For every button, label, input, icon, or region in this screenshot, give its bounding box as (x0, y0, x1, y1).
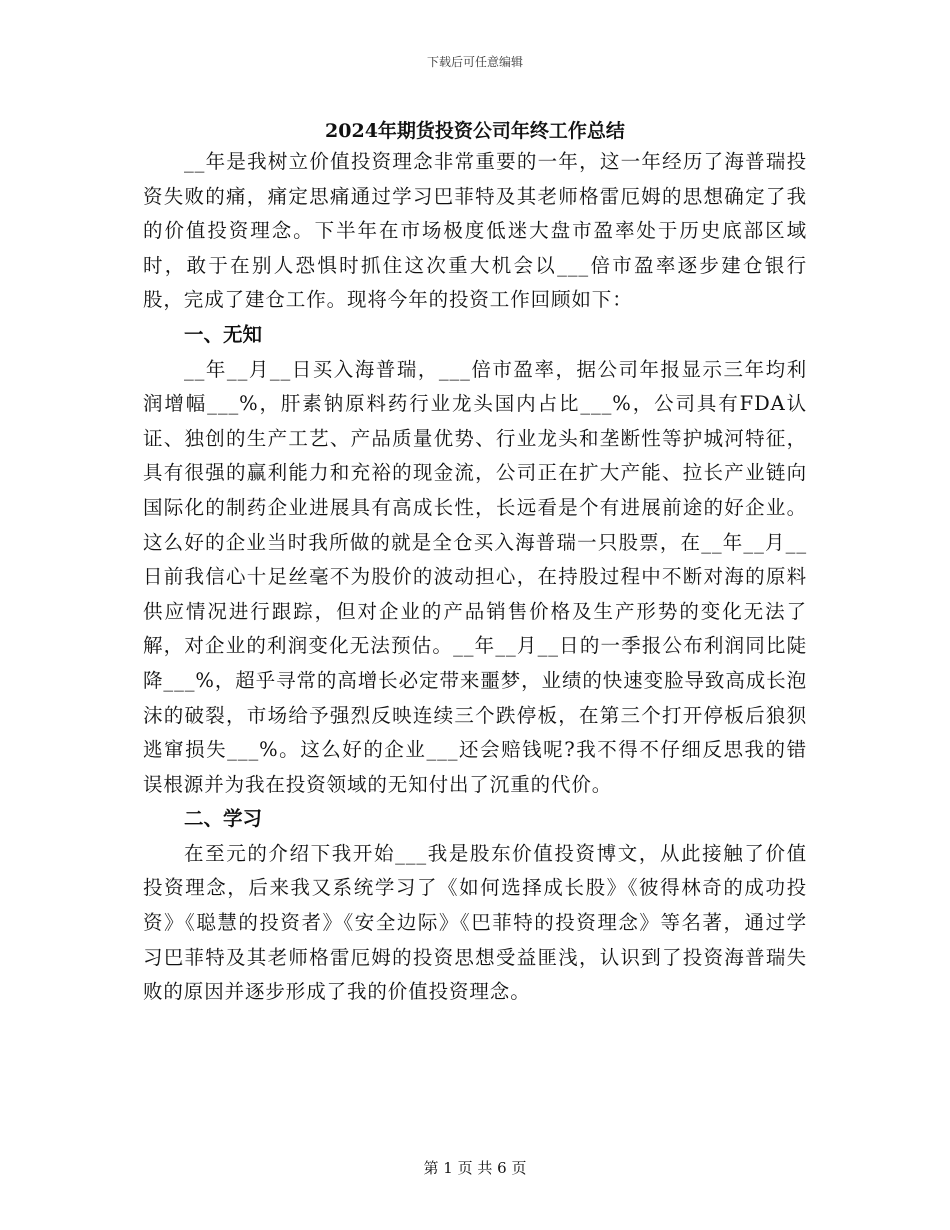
section-paragraph-learning: 在至元的介绍下我开始___我是股东价值投资博文，从此接触了价值投资理念，后来我又系统学习了《如何选择成长股》《彼得林奇的成功投资》《聪慧的投资者》《安全边际》《巴菲特的投资理念》等名著，通过学习巴菲特及其老师格雷厄姆的投资思想受益匪浅，认识到了投资海普瑞失败的原因并逐步形成了我的价值投资理念。 (143, 841, 807, 1004)
document-title: 2024年期货投资公司年终工作总结 (325, 120, 625, 142)
document-body (143, 145, 807, 1010)
section-heading-ignorance: 一、无知 (184, 322, 263, 346)
section-paragraph-ignorance: __年__月__日买入海普瑞，___倍市盈率，据公司年报显示三年均利润增幅___%，肝素钠原料药行业龙头国内占比___%，公司具有FDA认证、独创的生产工艺、产品质量优势、行业龙头和垄断性等护城河特征，具有很强的赢利能力和充裕的现金流，公司正在扩大产能、拉长产业链向国际化的制药企业进展具有高成长性，长远看是个有进展前途的好企业。这么好的企业当时我所做的就是全仓买入海普瑞一只股票，在__年__月__日前我信心十足丝毫不为股价的波动担心，在持股过程中不断对海的原料供应情况进行跟踪，但对企业的产品销售价格及生产形势的变化无法了解，对企业的利润变化无法预估。__年__月__日的一季报公布利润同比陡降___%，超乎寻常的高增长必定带来噩梦，业绩的快速变脸导致高成长泡沫的破裂，市场给予强烈反映连续三个跌停板，在第三个打开停板后狼狈逃窜损失___%。这么好的企业___还会赔钱呢?我不得不仔细反思我的错误根源并为我在投资领域的无知付出了沉重的代价。 (143, 357, 807, 796)
page-footer: 第 1 页 共 6 页 (423, 1159, 527, 1177)
intro-paragraph: __年是我树立价值投资理念非常重要的一年，这一年经历了海普瑞投资失败的痛，痛定思痛通过学习巴菲特及其老师格雷厄姆的思想确定了我的价值投资理念。下半年在市场极度低迷大盘市盈率处于历史底部区域时，敢于在别人恐惧时抓住这次重大机会以___倍市盈率逐步建仓银行股，完成了建仓工作。现将今年的投资工作回顾如下： (143, 150, 807, 312)
section-heading-learning: 二、学习 (184, 807, 263, 831)
page-header-note: 下载后可任意编辑 (426, 55, 523, 69)
